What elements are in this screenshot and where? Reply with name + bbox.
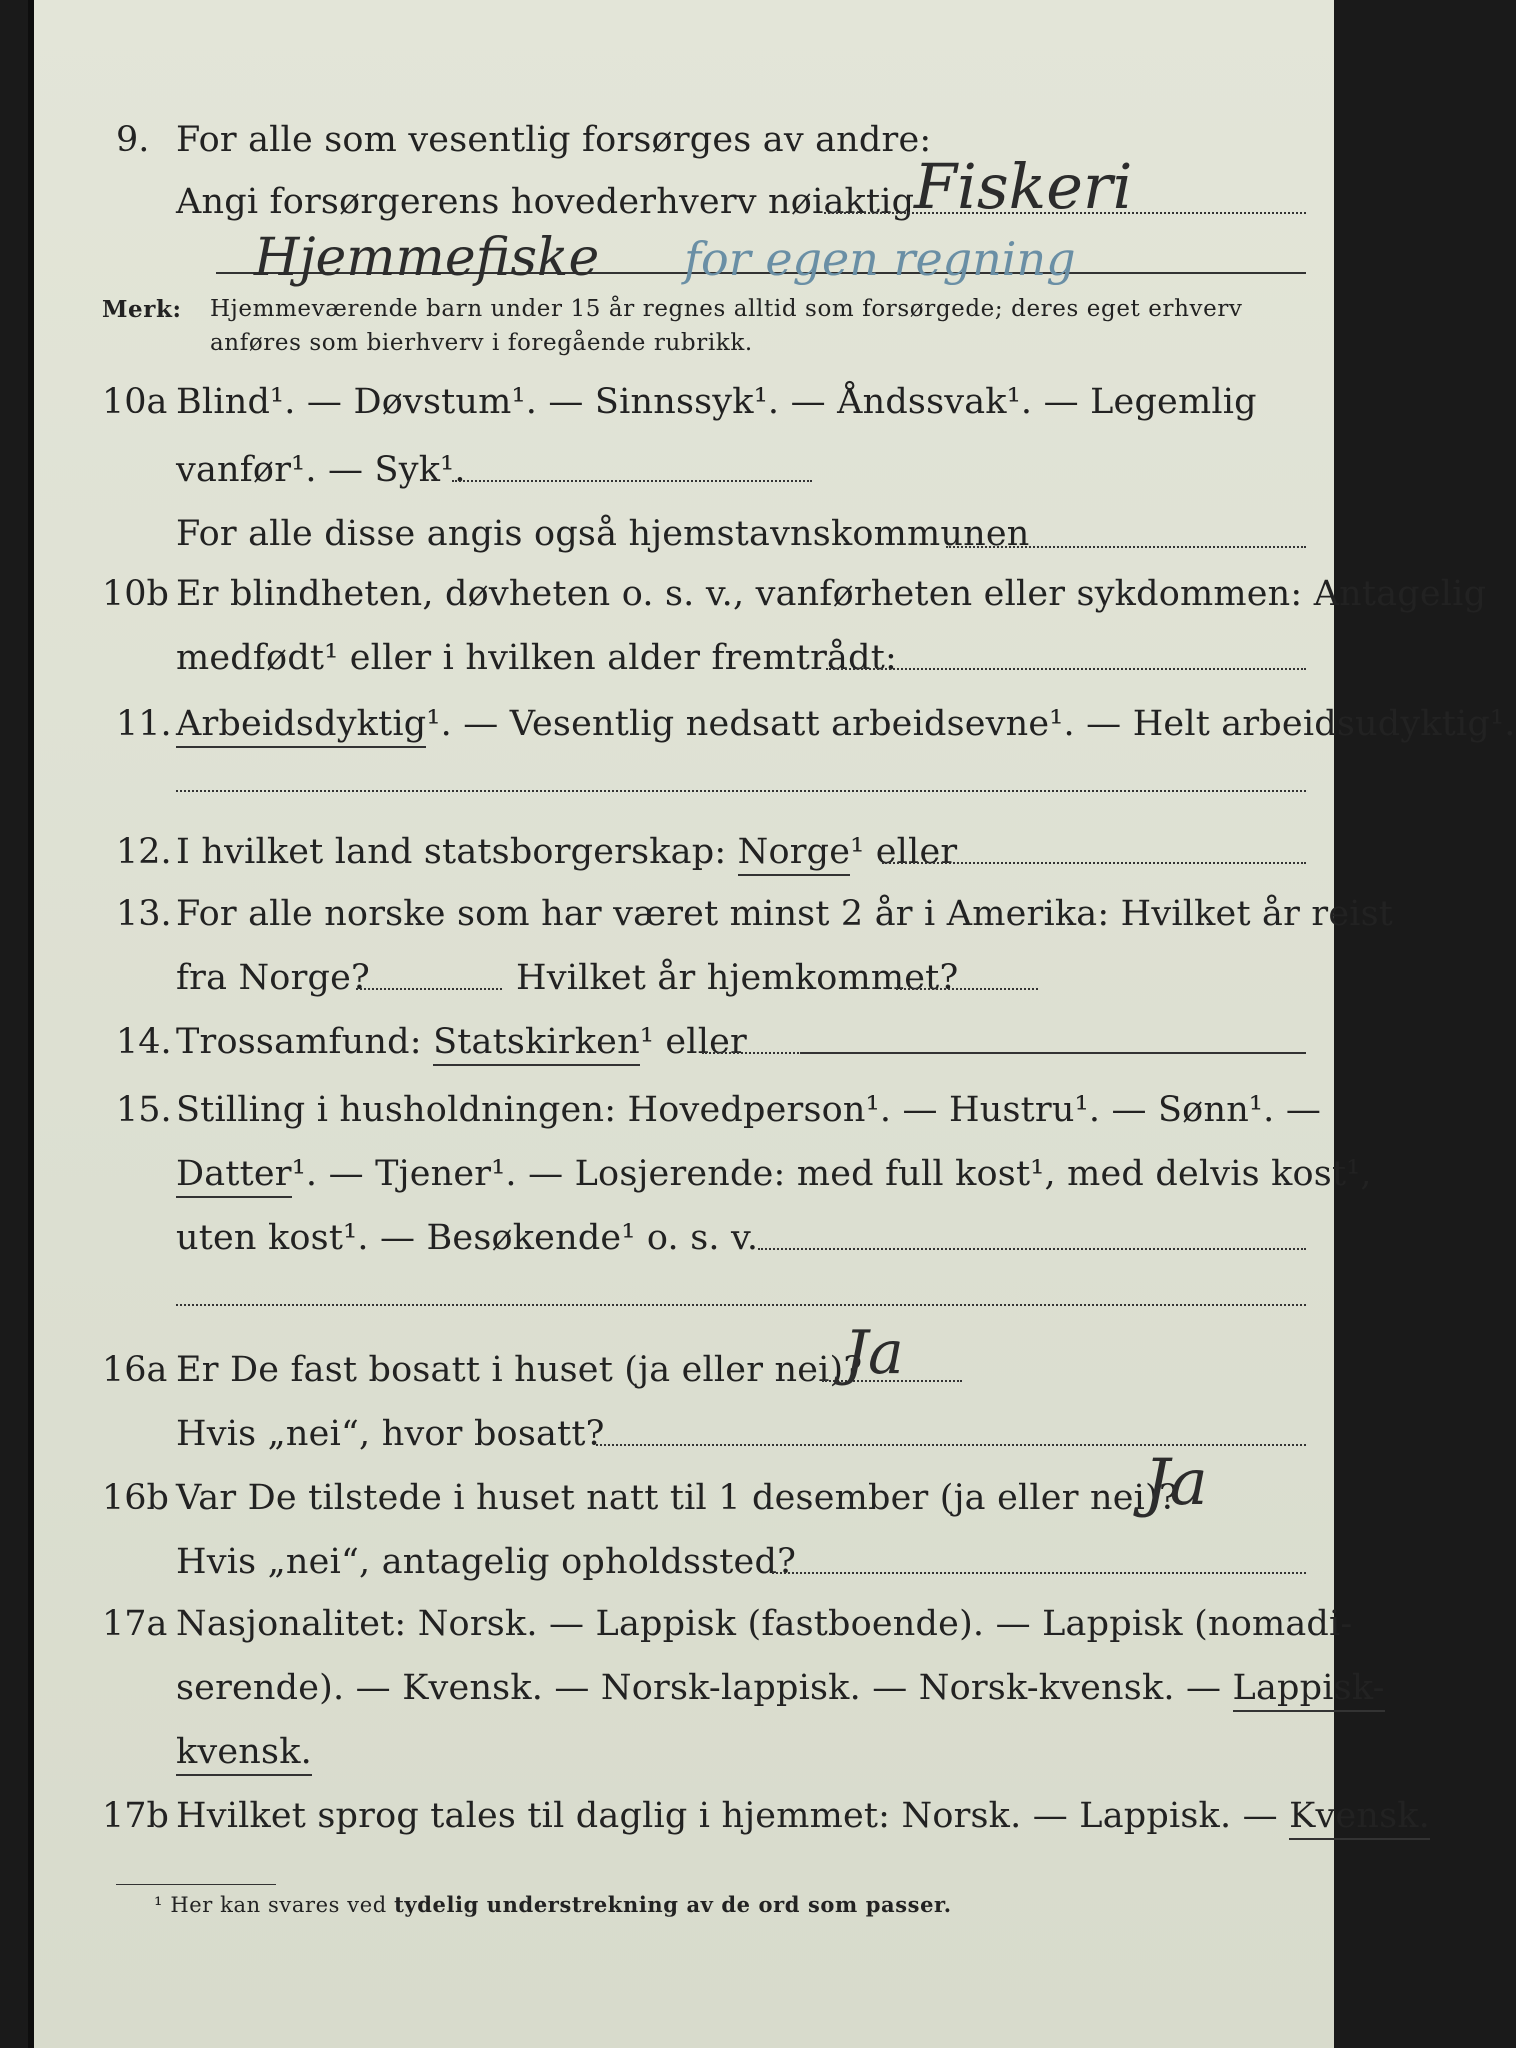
q14-eller: ¹ eller bbox=[639, 1022, 747, 1062]
q11-text bbox=[176, 704, 1516, 744]
q16a-handwritten-ja: Ja bbox=[844, 1318, 904, 1388]
census-form-page bbox=[28, 0, 1516, 2048]
q15-underlined-datter: Datter bbox=[176, 1154, 292, 1198]
q10b-text-line2: medfødt¹ eller i hvilken alder fremtrådt: bbox=[176, 638, 897, 678]
q13-reist-line bbox=[356, 988, 502, 990]
q10a-answer-line bbox=[452, 480, 812, 482]
q9-text-line2: Angi forsørgerens hovederhverv nøiaktig bbox=[176, 182, 915, 222]
q17b-number: 17b bbox=[102, 1796, 169, 1836]
merk-text-line2: anføres som bierhverv i foregående rubrikk. bbox=[210, 330, 753, 356]
q15-answer-line1 bbox=[758, 1248, 1306, 1250]
footnote-text bbox=[154, 1892, 952, 1917]
q15-text-line1: Stilling i husholdningen: Hovedperson¹. — Hustru¹. — Sønn¹. — bbox=[176, 1090, 1322, 1130]
q17a-text-line1: Nasjonalitet: Norsk. — Lappisk (fastboende). — Lappisk (nomadi- bbox=[176, 1604, 1353, 1644]
q17b-question: Hvilket sprog tales til daglig i hjemmet: Norsk. — Lappisk. — bbox=[176, 1796, 1278, 1836]
q15-line2-rest: ¹. — Tjener¹. — Losjerende: med full kost¹, med delvis kost¹, bbox=[291, 1154, 1372, 1194]
q14-answer-line-solid bbox=[802, 1052, 1306, 1054]
q17a-line2-text: serende). — Kvensk. — Norsk-lappisk. — Norsk-kvensk. — bbox=[176, 1668, 1222, 1708]
q14-answer-line-dotted bbox=[702, 1052, 802, 1054]
q10b-number: 10b bbox=[102, 574, 169, 614]
q16a-number: 16a bbox=[102, 1350, 168, 1390]
merk-label: Merk: bbox=[102, 296, 182, 323]
q13-text-line2b: Hvilket år hjemkommet? bbox=[516, 958, 959, 998]
footnote-text-bold: tydelig understrekning av de ord som passer. bbox=[394, 1892, 952, 1917]
q17a-number: 17a bbox=[102, 1604, 168, 1644]
q10a-text-line3: For alle disse angis også hjemstavnskommunen bbox=[176, 514, 1030, 554]
q9-handwritten-hjemmefiske: Hjemmefiske bbox=[254, 228, 600, 288]
q14-number: 14. bbox=[116, 1022, 172, 1062]
q14-label: Trossamfund: bbox=[176, 1022, 422, 1062]
q9-handwritten-fiskeri: Fiskeri bbox=[914, 150, 1133, 223]
q12-question: I hvilket land statsborgerskap: bbox=[176, 832, 727, 872]
q16a-text-line2: Hvis „nei“, hvor bosatt? bbox=[176, 1414, 605, 1454]
q16a-text-line1: Er De fast bosatt i huset (ja eller nei)? bbox=[176, 1350, 863, 1390]
q15-text-line2 bbox=[176, 1154, 1372, 1194]
q16b-opholdssted-line bbox=[772, 1572, 1306, 1574]
merk-text-line1: Hjemmeværende barn under 15 år regnes alltid som forsørgede; deres eget erhverv bbox=[210, 296, 1243, 322]
q13-text-line2a: fra Norge? bbox=[176, 958, 370, 998]
q12-text bbox=[176, 832, 957, 872]
q15-answer-line2 bbox=[176, 1304, 1306, 1306]
q15-number: 15. bbox=[116, 1090, 172, 1130]
q11-answer-line bbox=[176, 790, 1306, 792]
q16b-handwritten-ja: Ja bbox=[1144, 1446, 1208, 1520]
q11-underlined-arbeidsdyktig: Arbeidsdyktig bbox=[176, 704, 426, 748]
q13-hjemkommet-line bbox=[896, 988, 1038, 990]
q10a-text-line1: Blind¹. — Døvstum¹. — Sinnssyk¹. — Åndssvak¹. — Legemlig bbox=[176, 382, 1257, 422]
q15-text-line3: uten kost¹. — Besøkende¹ o. s. v. bbox=[176, 1218, 759, 1258]
q10a-number: 10a bbox=[102, 382, 168, 422]
q17a-text-line3 bbox=[176, 1732, 312, 1772]
q17b-text bbox=[176, 1796, 1430, 1836]
q11-number: 11. bbox=[116, 704, 172, 744]
q10b-answer-line bbox=[826, 668, 1306, 670]
q17a-text-line2 bbox=[176, 1668, 1385, 1708]
q9-number: 9. bbox=[116, 120, 150, 160]
q12-number: 12. bbox=[116, 832, 172, 872]
q14-underlined-statskirken: Statskirken bbox=[433, 1022, 640, 1066]
q16b-number: 16b bbox=[102, 1478, 169, 1518]
footnote-text-plain: Her kan svares ved bbox=[170, 1893, 387, 1917]
q9-handwritten-egen-regning: for egen regning bbox=[684, 232, 1076, 286]
q17a-underlined-lappisk: Lappisk- bbox=[1233, 1668, 1385, 1712]
q12-eller: ¹ eller bbox=[850, 832, 958, 872]
q12-answer-line bbox=[882, 862, 1306, 864]
q17a-underlined-kvensk: kvensk. bbox=[176, 1732, 312, 1776]
q16b-text-line2: Hvis „nei“, antagelig opholdssted? bbox=[176, 1542, 797, 1582]
q10b-text-line1: Er blindheten, døvheten o. s. v., vanførheten eller sykdommen: Antagelig bbox=[176, 574, 1487, 614]
q9-text-line1: For alle som vesentlig forsørges av andre: bbox=[176, 120, 932, 160]
footnote-mark: ¹ bbox=[154, 1893, 164, 1917]
q17b-underlined-kvensk: Kvensk. bbox=[1289, 1796, 1430, 1840]
q12-underlined-norge: Norge bbox=[738, 832, 851, 876]
q13-number: 13. bbox=[116, 894, 172, 934]
q11-rest: ¹. — Vesentlig nedsatt arbeidsevne¹. — Helt arbeidsudyktig¹. bbox=[426, 704, 1516, 744]
footnote-rule bbox=[116, 1884, 276, 1885]
q10a-text-line2: vanfør¹. — Syk¹. bbox=[176, 450, 466, 490]
q13-text-line1: For alle norske som har været minst 2 år i Amerika: Hvilket år reist bbox=[176, 894, 1394, 934]
q10a-kommune-line bbox=[946, 546, 1306, 548]
q14-text bbox=[176, 1022, 747, 1062]
q16b-text-line1: Var De tilstede i huset natt til 1 desember (ja eller nei)? bbox=[176, 1478, 1178, 1518]
